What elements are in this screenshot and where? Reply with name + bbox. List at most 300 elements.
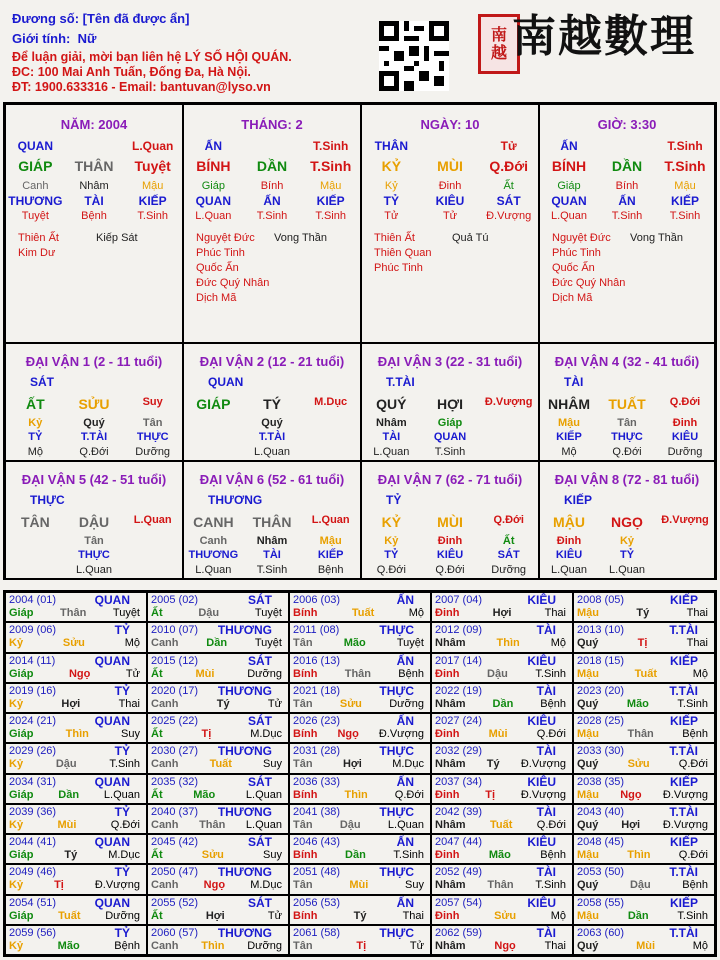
year-chi: Mão	[193, 788, 216, 801]
year-god: T.TÀI	[669, 925, 698, 940]
year-cell-bottom	[6, 698, 146, 711]
year-label: 2042 (39)	[435, 805, 483, 818]
year-can: Bính	[293, 607, 318, 619]
gender-label: Giới tính:	[12, 31, 71, 46]
year-phase: Q.Đới	[536, 728, 566, 740]
year-god: KIÊU	[527, 653, 556, 668]
year-cell	[431, 834, 573, 864]
year-god: KIÊU	[527, 774, 556, 789]
year-cell	[289, 895, 431, 925]
year-phase: Thai	[402, 909, 424, 922]
year-can: Ất	[151, 849, 163, 861]
star-item: Phúc Tinh	[374, 262, 423, 274]
year-god: THỰC	[379, 744, 414, 759]
year-cell-top	[432, 714, 572, 728]
dai-van-hgod: THỰC	[78, 549, 110, 561]
pillar-2	[183, 104, 361, 343]
qr-code-icon[interactable]	[379, 21, 449, 91]
pillar-hsub-row	[184, 210, 360, 222]
annual-luck-grid	[3, 590, 717, 957]
pillar-hidden-cell: Giáp	[201, 180, 225, 192]
dai-van-can: THÂN	[252, 514, 292, 530]
address-line: ĐC: 100 Mai Anh Tuấn, Đống Đa, Hà Nội.	[12, 65, 251, 79]
year-god: THƯƠNG	[217, 865, 272, 880]
pillar-hgod-cell: SÁT	[496, 194, 521, 208]
dai-van-title: ĐẠI VẬN 7 (62 - 71 tuổi)	[377, 472, 523, 487]
year-cell-bottom	[148, 910, 288, 923]
year-cell-top	[6, 896, 146, 910]
year-cell	[5, 895, 147, 925]
star-item: Quốc Ấn	[196, 262, 239, 274]
year-god: TÀI	[536, 683, 556, 698]
dai-van-god: THỰC	[30, 493, 65, 507]
year-label: 2030 (27)	[151, 745, 199, 758]
year-phase: Đ.Vượng	[662, 788, 708, 801]
year-label: 2036 (33)	[293, 775, 341, 788]
year-phase: Mộ	[550, 909, 566, 922]
year-chi: Mùi	[488, 728, 508, 740]
year-can: Quý	[577, 879, 599, 892]
pillar-can-row	[184, 158, 360, 174]
pillar-hsub-row	[6, 210, 182, 222]
year-cell	[5, 743, 147, 773]
year-phase: Mộ	[692, 939, 708, 952]
year-cell-top	[6, 593, 146, 607]
pillar-can-cell: DẦN	[611, 158, 643, 174]
year-god: THỰC	[379, 683, 414, 698]
dai-van-hidden: Đinh	[437, 535, 463, 547]
year-god: SÁT	[248, 653, 272, 668]
dai-van-can-row	[362, 514, 538, 530]
year-chi: Sửu	[627, 758, 650, 771]
year-can: Kỷ	[9, 939, 24, 952]
year-phase: Tuyệt	[254, 607, 282, 619]
year-cell-bottom	[148, 849, 288, 862]
year-label: 2034 (31)	[9, 775, 57, 788]
year-cell	[289, 592, 431, 622]
year-cell-bottom	[432, 849, 572, 862]
year-label: 2024 (21)	[9, 715, 57, 727]
pillar-hgod-row	[184, 194, 360, 208]
year-chi: Dần	[345, 849, 366, 861]
year-chi: Dậu	[55, 758, 77, 771]
pillar-can-cell: T.Sinh	[310, 158, 352, 174]
year-phase: Tử	[267, 909, 282, 922]
dai-van-hidden: Tân	[84, 535, 104, 547]
dai-van-hidden: Kỷ	[384, 535, 399, 547]
dai-van-hsub	[123, 564, 182, 576]
year-phase: Bệnh	[540, 697, 566, 710]
dai-van-can: GIÁP	[196, 396, 231, 412]
dai-van-can: KỶ	[381, 514, 402, 530]
year-cell	[431, 653, 573, 683]
pillar-hsub-cell: L.Quan	[550, 210, 588, 222]
year-can: Giáp	[9, 667, 34, 680]
pillar-top-row	[362, 139, 538, 153]
year-cell-bottom	[148, 879, 288, 892]
dai-van-hgod: SÁT	[497, 549, 520, 561]
pillar-hidden-cell: Ất	[503, 180, 514, 192]
year-phase: Bệnh	[682, 728, 708, 740]
dai-van-hgod: THỰC	[611, 431, 643, 443]
pillar-hidden-cell: Mậu	[319, 180, 342, 192]
brand-logo: 南越數理	[512, 11, 696, 62]
pillar-hsub-row	[362, 210, 538, 222]
year-phase: Suy	[121, 728, 140, 740]
year-chi: Dậu	[487, 667, 508, 680]
year-can: Mậu	[577, 909, 599, 922]
dai-van-hgod	[184, 431, 243, 443]
year-can: Mậu	[577, 607, 599, 619]
year-god: QUAN	[94, 714, 130, 728]
pillar-hgod-row	[540, 194, 714, 208]
year-label: 2047 (44)	[435, 836, 483, 848]
pillar-hidden-row	[362, 180, 538, 192]
year-god: TỶ	[114, 804, 130, 819]
year-label: 2013 (10)	[577, 624, 625, 637]
year-cell	[5, 622, 147, 652]
year-cell	[431, 592, 573, 622]
year-cell-bottom	[148, 819, 288, 832]
year-cell	[147, 774, 289, 804]
dai-van-hidden: Nhâm	[376, 417, 407, 429]
dai-van-hsub: Bệnh	[317, 564, 344, 576]
pillar-hidden-cell: Bính	[260, 180, 284, 192]
year-god: QUAN	[94, 895, 130, 910]
year-can: Tân	[293, 939, 313, 952]
year-label: 2018 (15)	[577, 654, 625, 667]
dai-van-hidden: Mậu	[558, 417, 580, 429]
dai-van-hsub-row	[362, 564, 538, 576]
year-phase: Mộ	[408, 607, 424, 619]
dai-van-can: HỢI	[437, 396, 463, 412]
dai-van-hidden: Quý	[261, 417, 283, 429]
dai-van-hidden-row	[362, 417, 538, 429]
year-phase: Đ.Vượng	[520, 788, 566, 801]
year-label: 2014 (11)	[9, 654, 56, 667]
year-chi: Sửu	[201, 849, 224, 861]
dai-van-5	[5, 461, 183, 580]
year-can: Ất	[151, 788, 163, 801]
dai-van-hidden: Kỷ	[28, 417, 43, 429]
dai-van-hidden	[123, 535, 182, 547]
year-god: ẤN	[396, 593, 414, 607]
year-can: Ất	[151, 728, 163, 740]
year-chi: Ngọ	[68, 667, 91, 680]
dai-van-can: Q.Đới	[669, 396, 701, 408]
dai-van-hsub: T.Sinh	[256, 564, 288, 576]
dai-van-title: ĐẠI VẬN 4 (32 - 41 tuổi)	[554, 354, 700, 369]
dai-van-can: Đ.Vượng	[484, 396, 533, 408]
dai-van-hgod	[479, 431, 538, 443]
star-item: Phúc Tinh	[552, 247, 601, 259]
dai-van-hsub: Q.Đới	[79, 446, 109, 458]
year-cell-top	[290, 684, 430, 698]
year-phase: Tuyệt	[254, 637, 282, 650]
year-cell-top	[6, 714, 146, 728]
year-cell-top	[148, 654, 288, 668]
year-cell-bottom	[6, 940, 146, 953]
year-cell-top	[148, 744, 288, 758]
year-cell-bottom	[574, 728, 714, 741]
year-cell-bottom	[290, 819, 430, 832]
year-god: TỶ	[114, 623, 130, 638]
dai-van-hgod-row	[184, 549, 360, 561]
year-cell	[5, 713, 147, 743]
year-cell	[147, 925, 289, 955]
year-phase: Mộ	[692, 667, 708, 680]
year-cell-bottom	[574, 789, 714, 802]
dai-van-can: M.Dục	[314, 396, 348, 408]
pillar-hgod-row	[362, 194, 538, 208]
star-item: Thiên Quan	[374, 247, 432, 259]
dai-van-hidden-row	[184, 535, 360, 547]
year-label: 2023 (20)	[577, 684, 625, 697]
year-phase: Tuyệt	[112, 607, 140, 619]
dai-van-hidden	[656, 535, 714, 547]
year-label: 2058 (55)	[577, 896, 625, 909]
contact-line: Để luận giải, mời bạn liên hệ LÝ SỐ HỘI QUÁN.	[12, 50, 292, 64]
year-can: Đinh	[435, 728, 460, 740]
star-item: Đức Quý Nhân	[552, 277, 626, 289]
pillar-hidden-cell: Giáp	[557, 180, 581, 192]
dai-van-god: SÁT	[30, 375, 54, 389]
year-god: ẤN	[396, 835, 414, 849]
year-cell-bottom	[432, 698, 572, 711]
year-cell-bottom	[148, 940, 288, 953]
year-cell	[147, 683, 289, 713]
year-phase: Suy	[263, 758, 282, 771]
year-cell-top	[6, 865, 146, 879]
year-cell-bottom	[148, 789, 288, 802]
pillar-top-cell: Tử	[500, 139, 517, 153]
dai-van-can: Đ.Vượng	[661, 514, 709, 526]
year-label: 2028 (25)	[577, 715, 625, 727]
dai-van-can-row	[184, 514, 360, 530]
pillar-can-cell: THÂN	[74, 158, 114, 174]
year-chi: Thìn	[65, 728, 89, 740]
year-chi: Sửu	[62, 637, 85, 650]
year-label: 2053 (50)	[577, 866, 625, 879]
year-can: Quý	[577, 758, 599, 771]
year-cell-top	[574, 744, 714, 758]
year-god: THỰC	[379, 865, 414, 880]
year-label: 2040 (37)	[151, 805, 199, 818]
year-can: Tân	[293, 637, 313, 650]
year-can: Đinh	[435, 849, 460, 861]
pillar-hgod-cell: THƯƠNG	[8, 194, 63, 208]
dai-van-god: THƯƠNG	[208, 493, 263, 507]
year-cell-top	[290, 714, 430, 728]
year-phase: L.Quan	[387, 818, 424, 831]
year-cell-top	[290, 835, 430, 849]
year-cell-top	[574, 865, 714, 879]
year-phase: Bệnh	[114, 939, 140, 952]
year-cell-top	[148, 684, 288, 698]
year-cell	[431, 683, 573, 713]
pillar-can-cell: MÙI	[437, 158, 463, 174]
pillar-stars-right	[452, 231, 489, 245]
year-cell-top	[432, 805, 572, 819]
pillar-1	[5, 104, 183, 343]
year-phase: T.Sinh	[677, 697, 708, 710]
year-chi: Tý	[353, 909, 367, 922]
year-god: KIẾP	[669, 895, 698, 910]
year-cell-top	[290, 623, 430, 637]
year-can: Nhâm	[435, 637, 466, 650]
star-item: Nguyệt Đức	[552, 232, 611, 244]
year-chi: Hợi	[61, 697, 81, 710]
year-cell-top	[290, 744, 430, 758]
year-phase: Bệnh	[540, 849, 566, 861]
year-phase: Đ.Vượng	[94, 879, 140, 892]
year-chi: Thân	[199, 818, 226, 831]
year-phase: Thai	[118, 697, 140, 710]
year-label: 2046 (43)	[293, 836, 341, 848]
year-cell	[431, 743, 573, 773]
pillar-hsub-cell: T.Sinh	[137, 210, 168, 222]
dai-van-title: ĐẠI VẬN 6 (52 - 61 tuổi)	[199, 472, 345, 487]
pillar-title: GIỜ: 3:30	[597, 117, 657, 132]
year-label: 2060 (57)	[151, 926, 199, 939]
pillar-hidden-cell: Mậu	[674, 180, 696, 192]
year-cell	[289, 683, 431, 713]
year-phase: L.Quan	[103, 788, 140, 801]
year-cell-top	[290, 805, 430, 819]
year-chi: Hợi	[205, 909, 225, 922]
dai-van-hidden: Đinh	[556, 535, 582, 547]
year-chi: Dần	[492, 697, 514, 710]
pillar-top-row	[540, 139, 714, 153]
year-cell-top	[6, 684, 146, 698]
year-cell-bottom	[6, 668, 146, 681]
year-cell	[573, 834, 715, 864]
year-chi: Tị	[54, 879, 64, 892]
dai-van-can: TÝ	[263, 396, 281, 412]
pillar-top-cell: ẤN	[560, 139, 578, 153]
dai-van-can: TUẤT	[608, 396, 646, 412]
year-cell-top	[574, 926, 714, 940]
year-chi: Mão	[343, 637, 366, 650]
year-chi: Hợi	[342, 758, 362, 771]
year-label: 2044 (41)	[9, 836, 57, 848]
year-cell-bottom	[290, 698, 430, 711]
year-cell-bottom	[574, 607, 714, 620]
star-item: Đức Quý Nhân	[196, 277, 270, 289]
year-god: THỰC	[379, 925, 414, 940]
year-phase: M.Dục	[250, 728, 282, 740]
star-item: Quả Tú	[452, 232, 489, 244]
year-cell-top	[432, 775, 572, 789]
year-label: 2019 (16)	[9, 684, 57, 697]
dai-van-hsub: T.Sinh	[434, 446, 466, 458]
pillar-hsub-cell: T.Sinh	[669, 210, 701, 222]
year-can: Tân	[293, 879, 313, 892]
year-can: Bính	[293, 788, 318, 801]
year-cell-bottom	[6, 879, 146, 892]
year-chi: Tý	[486, 758, 500, 771]
year-cell-bottom	[574, 819, 714, 832]
year-can: Nhâm	[435, 818, 466, 831]
star-item: Vong Thần	[274, 232, 328, 244]
year-cell-bottom	[574, 758, 714, 771]
dai-van-hsub: L.Quan	[75, 564, 113, 576]
year-phase: Q.Đới	[110, 818, 140, 831]
dai-van-god: TÀI	[564, 375, 584, 389]
pillar-top-cell: T.Sinh	[313, 139, 349, 153]
dai-van-hsub-row	[6, 564, 182, 576]
dai-van-hgod-row	[362, 549, 538, 561]
dai-van-hgod-row	[184, 431, 360, 443]
year-chi: Dần	[627, 909, 649, 922]
year-cell-bottom	[432, 668, 572, 681]
dai-van-title: ĐẠI VẬN 2 (12 - 21 tuổi)	[199, 354, 345, 369]
year-label: 2010 (07)	[151, 624, 199, 637]
pillar-hgod-cell: QUAN	[551, 194, 587, 208]
year-can: Kỷ	[9, 637, 24, 650]
star-item: Dịch Mã	[552, 292, 593, 304]
dai-van-hidden: Kỷ	[619, 535, 635, 547]
year-phase: Bệnh	[398, 667, 424, 680]
year-cell-top	[432, 835, 572, 849]
year-chi: Dậu	[339, 818, 361, 831]
year-cell	[573, 622, 715, 652]
year-cell-bottom	[290, 728, 430, 741]
star-item: Kim Dư	[18, 247, 56, 259]
year-can: Kỷ	[9, 697, 24, 710]
pillar-top-cell: T.Sinh	[667, 139, 703, 153]
year-can: Quý	[577, 697, 599, 710]
year-phase: Đ.Vượng	[662, 818, 708, 831]
dai-van-can: MÙI	[437, 514, 463, 530]
pillar-4	[539, 104, 715, 343]
year-label: 2059 (56)	[9, 926, 57, 939]
dai-van-hgod: KIÊU	[436, 549, 464, 561]
dai-van-hsub	[301, 446, 360, 458]
pillar-can-cell: GIÁP	[18, 158, 53, 174]
year-label: 2041 (38)	[293, 805, 341, 818]
year-can: Bính	[293, 728, 318, 740]
dai-van-hidden: Nhâm	[256, 535, 288, 547]
year-chi: Tị	[201, 728, 212, 740]
year-cell	[573, 925, 715, 955]
year-can: Mậu	[577, 849, 599, 861]
pillar-title: NGÀY: 10	[420, 117, 480, 132]
year-can: Quý	[577, 939, 599, 952]
year-cell-bottom	[6, 607, 146, 620]
dai-van-hgod-row	[540, 431, 714, 443]
star-item: Quốc Ấn	[552, 262, 595, 274]
year-cell	[289, 925, 431, 955]
year-god: QUAN	[94, 653, 130, 668]
year-god: KIÊU	[527, 593, 556, 607]
dai-van-title: ĐẠI VẬN 8 (72 - 81 tuổi)	[554, 472, 700, 487]
year-chi: Tuất	[489, 818, 513, 831]
pillar-title: THÁNG: 2	[241, 117, 303, 132]
pillar-hgod-row	[6, 194, 182, 208]
year-cell	[5, 804, 147, 834]
dai-van-hidden	[479, 417, 538, 429]
year-chi: Thìn	[201, 939, 225, 952]
year-cell-bottom	[290, 668, 430, 681]
year-cell-bottom	[432, 637, 572, 650]
year-can: Ất	[151, 909, 163, 922]
year-label: 2043 (40)	[577, 805, 625, 818]
year-phase: Suy	[405, 879, 424, 892]
pillar-hsub-cell: Tử	[384, 210, 399, 222]
pillar-stars-right	[630, 231, 683, 245]
year-cell-top	[574, 623, 714, 637]
